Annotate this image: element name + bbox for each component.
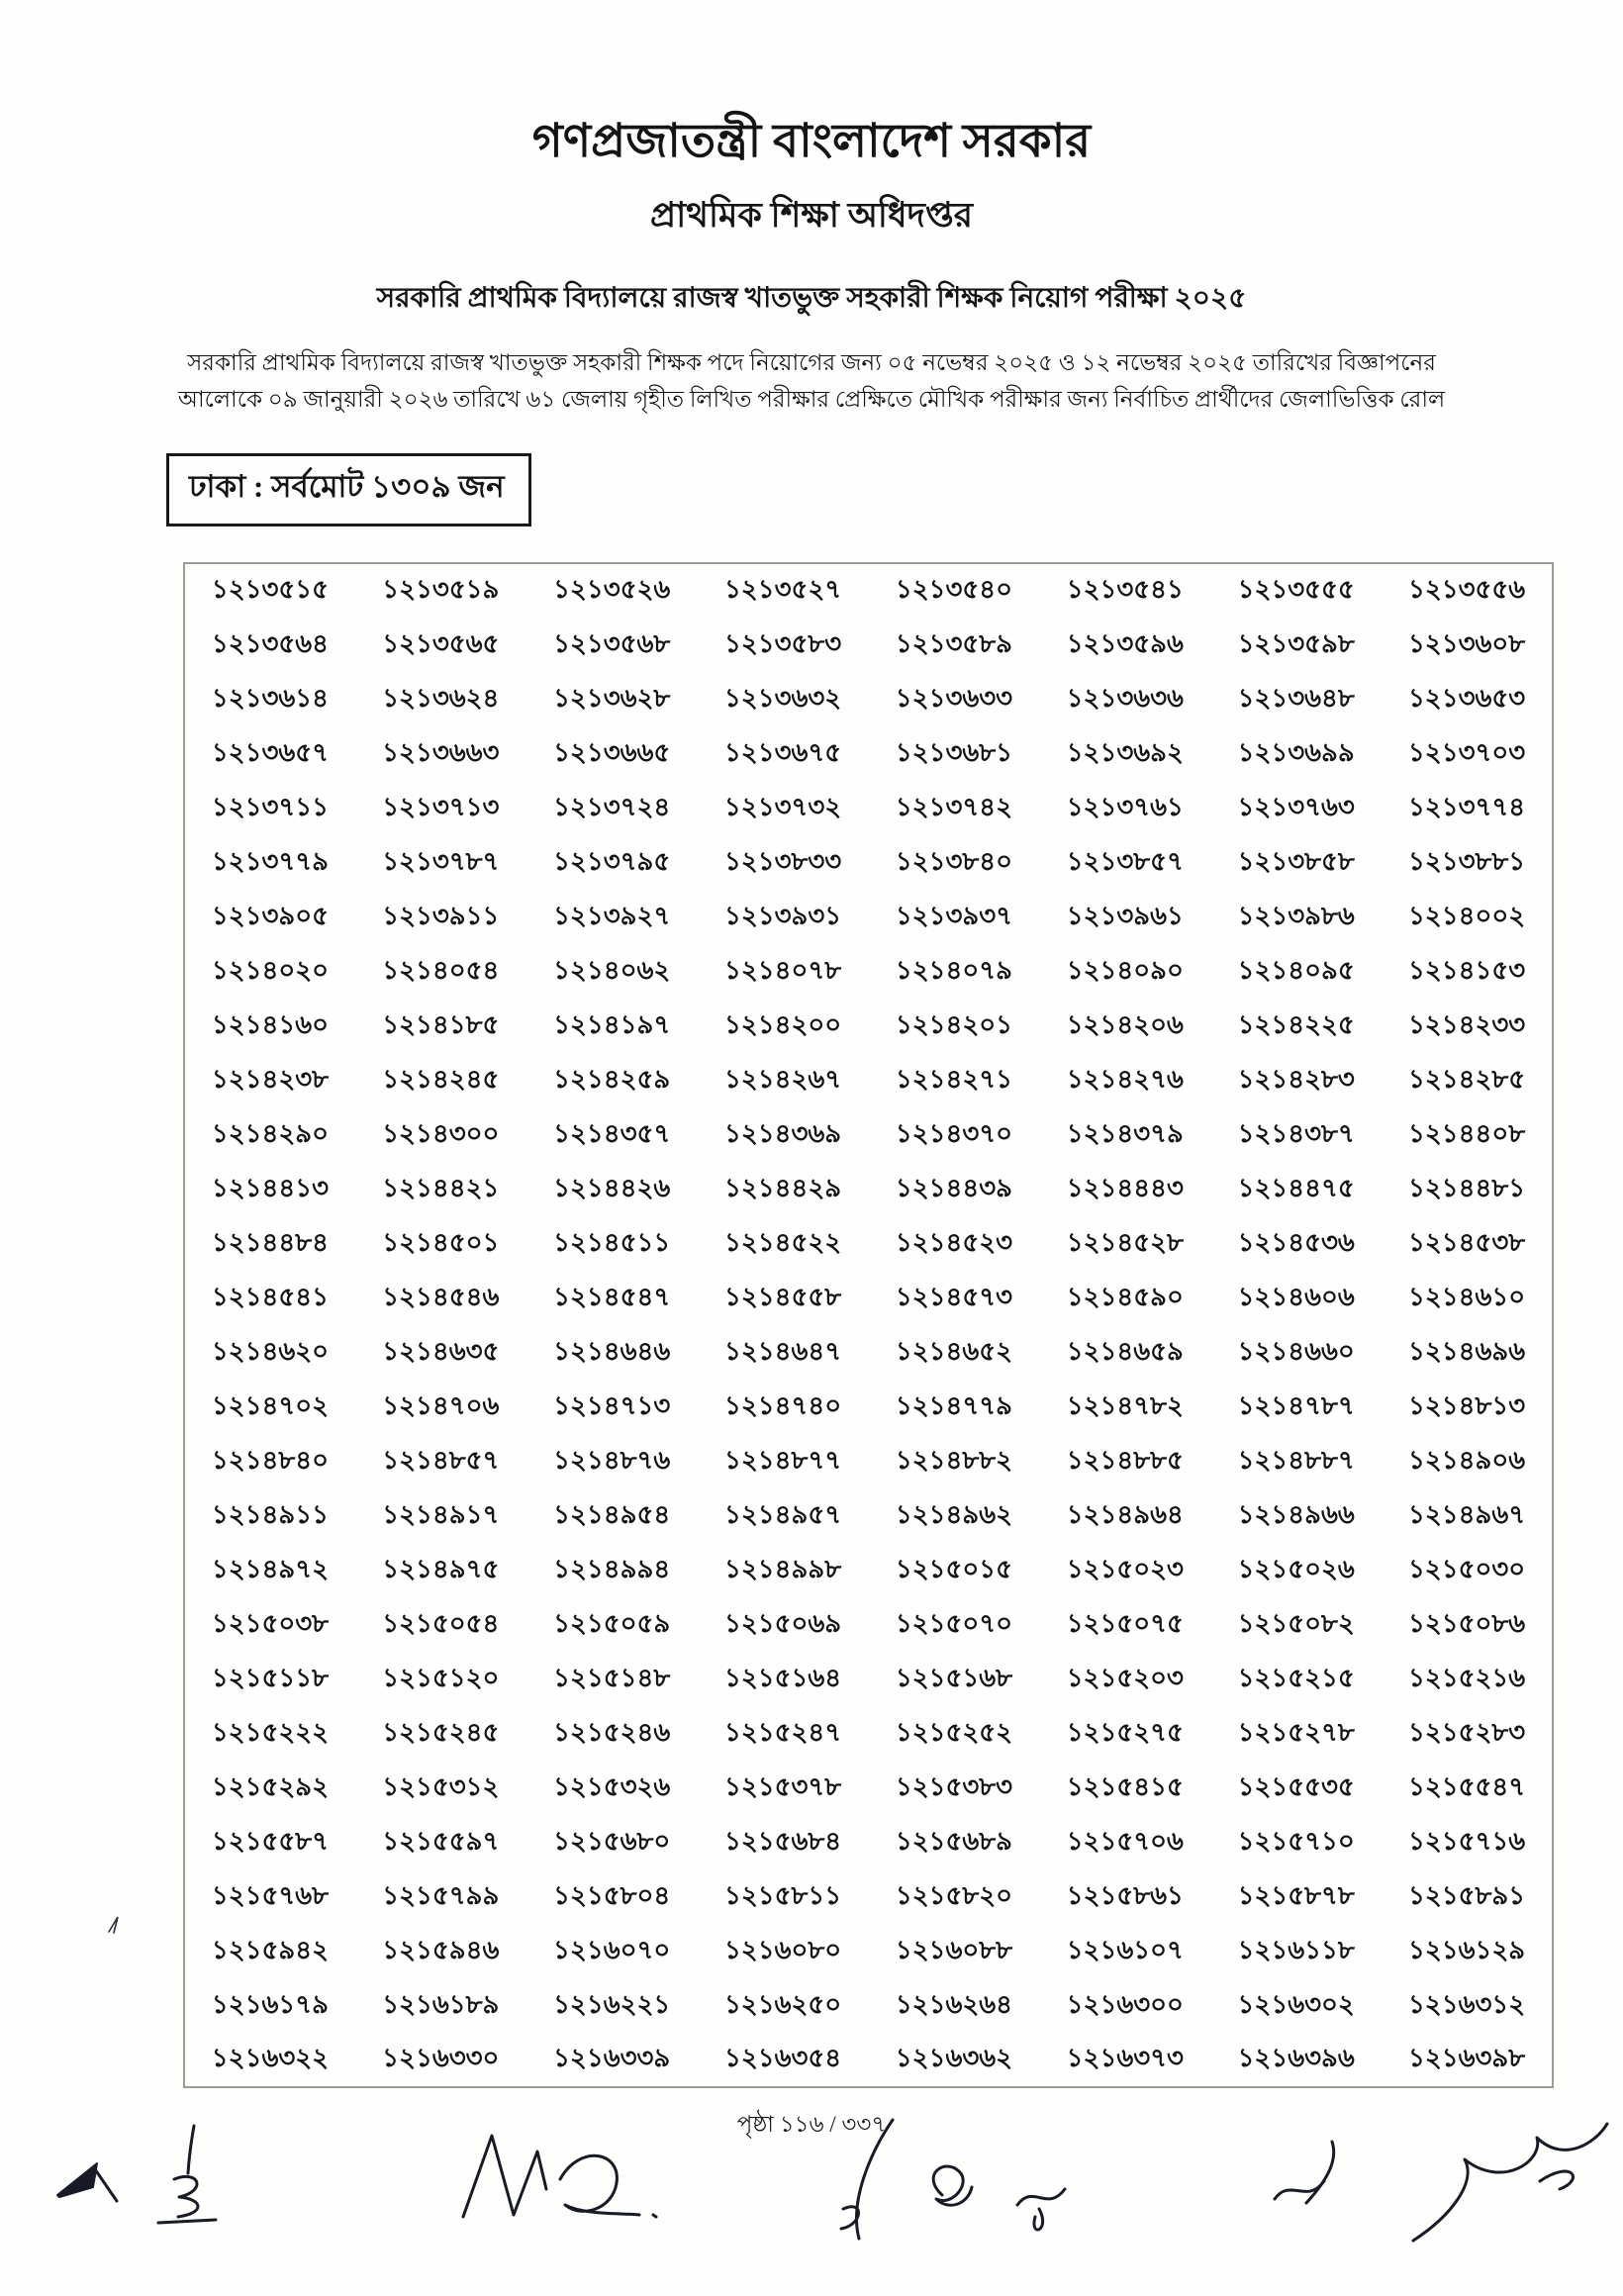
- roll-number-cell: ১২১৫৩২৬: [553, 1771, 671, 1801]
- roll-number-cell: ১২১৩৫২৬: [553, 575, 671, 605]
- roll-row: [184, 1053, 1553, 1107]
- margin-pen-stroke: [109, 1917, 118, 1933]
- roll-number-cell: ১২১৪৭০২: [211, 1390, 330, 1420]
- roll-number-cell: ১২১৬১৮৯: [382, 1989, 500, 2019]
- roll-number-cell: ১২১৪৩৮৭: [1237, 1118, 1355, 1148]
- roll-row: [184, 1380, 1553, 1434]
- roll-number-cell: ১২১৩৭৮৭: [382, 846, 500, 876]
- roll-number-cell: ১২১৪৮৮২: [895, 1445, 1013, 1475]
- roll-number-cell: ১২১৬৩৯৮: [1407, 2044, 1526, 2073]
- roll-number-cell: ১২১৩৭০৩: [1407, 737, 1526, 767]
- roll-number-cell: ১২১৫০৮৬: [1407, 1608, 1526, 1638]
- roll-number-cell: ১২১৫০৭৫: [1066, 1608, 1184, 1638]
- roll-number-cell: ১২১৫২৯২: [211, 1771, 330, 1801]
- roll-number-cell: ১২১৪২৮৩: [1237, 1064, 1355, 1094]
- government-title: গণপ্রজাতন্ত্রী বাংলাদেশ সরকার: [531, 116, 1092, 167]
- roll-number-cell: ১২১৪৯৬২: [895, 1499, 1013, 1529]
- roll-number-cell: ১২১৪৫৪৭: [553, 1282, 671, 1311]
- roll-number-cell: ১২১৪৬৯৬: [1407, 1336, 1526, 1366]
- roll-number-cell: ১২১৩৮৮১: [1407, 846, 1526, 876]
- roll-number-cell: ১২১৫৬৮০: [553, 1826, 671, 1856]
- roll-number-cell: ১২১৩৬৯২: [1066, 737, 1184, 767]
- roll-number-cell: ১২১৩৭৯৫: [553, 846, 671, 876]
- roll-number-cell: ১২১৩৯১১: [382, 901, 500, 930]
- roll-number-cell: ১২১৪২৩৩: [1407, 1009, 1526, 1039]
- roll-number-cell: ১২১৫২১৬: [1407, 1663, 1526, 1692]
- directorate-title: প্রাথমিক শিক্ষা অধিদপ্তর: [650, 196, 973, 236]
- roll-number-cell: ১২১৪৯০৬: [1407, 1445, 1526, 1475]
- roll-row: [184, 1706, 1553, 1761]
- roll-number-cell: ১২১৬১১৮: [1237, 1935, 1355, 1964]
- exam-title: সরকারি প্রাথমিক বিদ্যালয়ে রাজস্ব খাতভুক্ত সহকারী শিক্ষক নিয়োগ পরীক্ষা ২০২৫: [376, 283, 1247, 315]
- signature-2-underline: [158, 2220, 216, 2223]
- roll-number-cell: ১২১৪৪৩৯: [895, 1173, 1013, 1202]
- signatures-row: [0, 2118, 1623, 2296]
- roll-number-cell: ১২১৫৩৭৮: [723, 1771, 842, 1801]
- roll-number-cell: ১২১৫৮২০: [895, 1880, 1013, 1910]
- roll-number-cell: ১২১৪২০৬: [1066, 1009, 1184, 1039]
- roll-row: [184, 1107, 1553, 1162]
- roll-number-cell: ১২১৫১২০: [382, 1663, 500, 1692]
- roll-number-cell: ১২১৫১১৮: [211, 1663, 329, 1692]
- roll-number-cell: ১২১৫২১৫: [1237, 1663, 1355, 1692]
- roll-number-cell: ১২১৪৪৮৪: [211, 1227, 329, 1257]
- roll-number-cell: ১২১৫৮৯১: [1407, 1880, 1526, 1910]
- roll-number-cell: ১২১৩৬৩৩: [895, 683, 1013, 713]
- roll-number-cell: ১২১৪৩০০: [382, 1118, 500, 1148]
- roll-number-cell: ১২১৩৬৩৬: [1066, 683, 1184, 713]
- roll-number-cell: ১২১৪০৭৮: [723, 955, 842, 985]
- roll-number-cell: ১২১৪২৫৯: [553, 1064, 671, 1094]
- roll-number-cell: ১২১৪২৪৫: [382, 1064, 500, 1094]
- roll-number-cell: ১২১৩৯৬১: [1066, 901, 1184, 930]
- roll-number-cell: ১২১৪০৯০: [1066, 955, 1184, 985]
- roll-number-cell: ১২১৩৭৬৩: [1237, 792, 1355, 821]
- roll-number-cell: ১২১৬৩৬২: [895, 2044, 1013, 2073]
- roll-row: [184, 563, 1553, 618]
- roll-number-cell: ১২১৪৫৩৮: [1407, 1227, 1526, 1257]
- roll-number-cell: ১২১৫০৩০: [1407, 1554, 1526, 1583]
- roll-number-cell: ১২১৪৩৫৭: [553, 1118, 671, 1148]
- roll-number-cell: ১২১৩৫৬৫: [382, 628, 500, 658]
- roll-number-cell: ১২১৪৪১৩: [211, 1173, 330, 1202]
- roll-number-cell: ১২১৫৭১০: [1237, 1826, 1355, 1856]
- roll-number-cell: ১২১৫০৮২: [1237, 1608, 1355, 1638]
- roll-number-cell: ১২১৪৫২৩: [895, 1227, 1013, 1257]
- roll-number-cell: ১২১৪৮৪০: [211, 1445, 330, 1475]
- roll-number-cell: ১২১৩৬২৮: [553, 683, 671, 713]
- signature-3: [463, 2136, 546, 2217]
- roll-number-cell: ১২১৪৬৫৯: [1066, 1336, 1184, 1366]
- roll-number-cell: ১২১৪৬৫২: [895, 1336, 1013, 1366]
- roll-number-cell: ১২১৪৩৭০: [895, 1118, 1013, 1148]
- signature-1: [57, 2163, 97, 2197]
- roll-number-cell: ১২১৩৯০৫: [211, 901, 330, 930]
- roll-number-cell: ১২১৪৫৯০: [1066, 1282, 1184, 1311]
- roll-number-cell: ১২১৪৮৫৭: [382, 1445, 500, 1475]
- roll-number-cell: ১২১৪৬০৬: [1237, 1282, 1355, 1311]
- roll-number-cell: ১২১৪২৩৮: [211, 1064, 330, 1094]
- roll-row: [184, 1978, 1553, 2033]
- roll-number-cell: ১২১৪৮৭৭: [723, 1445, 842, 1475]
- roll-row: [184, 1761, 1553, 1815]
- roll-number-cell: ১২১৩৬২৪: [382, 683, 500, 713]
- roll-number-cell: ১২১৪৮১৩: [1407, 1390, 1526, 1420]
- roll-number-cell: ১২১৪০৯৫: [1237, 955, 1355, 985]
- roll-number-cell: ১২১৫৭৯৯: [382, 1880, 500, 1910]
- roll-number-cell: ১২১৩৯৩৭: [895, 901, 1013, 930]
- roll-number-cell: ১২১৩৬৮১: [895, 737, 1013, 767]
- roll-number-cell: ১২১৪৩৬৯: [723, 1118, 842, 1148]
- roll-number-cell: ১২১৩৭৬১: [1066, 792, 1184, 821]
- roll-number-cell: ১২১৫৮০৪: [553, 1880, 671, 1910]
- roll-number-cell: ১২১৩৬৭৫: [723, 737, 842, 767]
- roll-number-cell: ১২১৫২২২: [211, 1717, 330, 1747]
- signature-4: [857, 2120, 893, 2239]
- roll-number-cell: ১২১৪৫৪১: [211, 1282, 329, 1311]
- roll-row: [184, 781, 1553, 835]
- roll-number-cell: ১২১৩৬৯৯: [1237, 737, 1355, 767]
- roll-number-cell: ১২১৪৪০৮: [1407, 1118, 1526, 1148]
- roll-number-cell: ১২১৩৫৫৬: [1407, 575, 1526, 605]
- roll-number-cell: ১২১৩৭৭৯: [211, 846, 330, 876]
- roll-number-cell: ১২১৩৬৩২: [723, 683, 842, 713]
- roll-number-cell: ১২১৫৬৮৯: [895, 1826, 1013, 1856]
- roll-number-cell: ১২১৪৯১৭: [382, 1499, 500, 1529]
- roll-number-cell: ১২১৪৭৭৯: [895, 1390, 1013, 1420]
- roll-number-cell: ১২১৩৫৯৮: [1237, 628, 1355, 658]
- roll-number-cell: ১২১৬২২১: [553, 1989, 671, 2019]
- signature-3-dot: [653, 2215, 656, 2217]
- roll-number-cell: ১২১৪৫৫৮: [723, 1282, 842, 1311]
- roll-number-cell: ১২১৩৫৮৯: [895, 628, 1013, 658]
- roll-number-cell: ১২১৫৩১২: [382, 1771, 500, 1801]
- roll-number-cell: ১২১৩৭১১: [211, 792, 330, 821]
- roll-number-cell: ১২১৪১৫৩: [1407, 955, 1526, 985]
- roll-number-cell: ১২১৪০৬২: [553, 955, 671, 985]
- roll-number-cell: ১২১৩৯৩১: [723, 901, 842, 930]
- roll-number-cell: ১২১৩৫২৭: [723, 575, 842, 605]
- roll-number-cell: ১২১৫০৬৯: [723, 1608, 842, 1638]
- roll-number-cell: ১২১৪৬৬০: [1237, 1336, 1355, 1366]
- roll-number-cell: ১২১৫৩৮৩: [895, 1771, 1013, 1801]
- roll-number-cell: ১২১৬২৬৪: [895, 1989, 1013, 2019]
- roll-row: [184, 2033, 1553, 2087]
- roll-number-cell: ১২১৫০৫৯: [553, 1608, 671, 1638]
- roll-number-cell: ১২১৩৬০৮: [1407, 628, 1526, 658]
- page-number: পৃষ্ঠা ১১৬ / ৩৩৭: [736, 2112, 887, 2137]
- roll-number-cell: ১২১৫৭০৬: [1066, 1826, 1184, 1856]
- roll-number-cell: ১২১৫০৭০: [895, 1608, 1013, 1638]
- roll-number-cell: ১২১৫৮৬১: [1066, 1880, 1184, 1910]
- roll-number-cell: ১২১৬৩০২: [1237, 1989, 1355, 2019]
- roll-number-cell: ১২১৩৭৭৪: [1407, 792, 1526, 821]
- roll-number-cell: ১২১৫০৫৪: [382, 1608, 500, 1638]
- roll-row: [184, 1652, 1553, 1706]
- signature-2: [188, 2126, 194, 2173]
- roll-row: [184, 1162, 1553, 1216]
- roll-number-cell: ১২১৪৬২০: [211, 1336, 330, 1366]
- roll-number-cell: ১২১৪৪২৬: [553, 1173, 671, 1202]
- roll-row: [184, 672, 1553, 726]
- roll-number-cell: ১২১৪৯৯৪: [553, 1554, 671, 1583]
- roll-number-cell: ১২১৬৩৫৪: [723, 2044, 842, 2073]
- roll-number-table: [183, 562, 1554, 2088]
- roll-number-cell: ১২১৪৭৮২: [1066, 1390, 1184, 1420]
- signature-2-curl: [174, 2176, 198, 2217]
- roll-number-cell: ১২১৫৭১৬: [1407, 1826, 1526, 1856]
- roll-number-cell: ১২১৪৭১৩: [553, 1390, 671, 1420]
- roll-number-cell: ১২১৬০৮০: [723, 1935, 842, 1964]
- roll-number-cell: ১২১৪০২০: [211, 955, 330, 985]
- roll-number-cell: ১২১৫১৬৪: [723, 1663, 842, 1692]
- roll-number-cell: ১২১৩৮৫৭: [1066, 846, 1184, 876]
- roll-number-cell: ১২১৪৫০১: [382, 1227, 500, 1257]
- roll-row: [184, 1924, 1553, 1978]
- roll-number-cell: ১২১৫০২৬: [1237, 1554, 1355, 1583]
- roll-number-cell: ১২১৫৮১১: [723, 1880, 842, 1910]
- roll-number-cell: ১২১৪৫২৮: [1066, 1227, 1184, 1257]
- roll-number-cell: ১২১৫৫৩৫: [1237, 1771, 1355, 1801]
- roll-number-cell: ১২১৩৬৫৩: [1407, 683, 1526, 713]
- roll-number-cell: ১২১৬১৭৯: [211, 1989, 330, 2019]
- roll-number-cell: ১২১৩৫৯৬: [1066, 628, 1184, 658]
- roll-number-cell: ১২১৪৮৮৭: [1237, 1445, 1355, 1475]
- roll-row: [184, 835, 1553, 890]
- roll-number-cell: ১২১৬৩৭৩: [1066, 2044, 1184, 2073]
- signature-1-tail: [95, 2169, 117, 2201]
- roll-number-cell: ১২১৫২০৩: [1066, 1663, 1184, 1692]
- roll-row: [184, 1271, 1553, 1325]
- roll-number-cell: ১২১৩৫৬৪: [211, 628, 330, 658]
- roll-number-cell: ১২১৫১৬৮: [895, 1663, 1013, 1692]
- roll-number-cell: ১২১৪৯৫৭: [723, 1499, 842, 1529]
- signature-5: [933, 2166, 972, 2205]
- district-section: [166, 453, 1623, 526]
- roll-number-cell: ১২১৫২৭৮: [1237, 1717, 1355, 1747]
- signature-3-loop: [560, 2155, 639, 2215]
- roll-number-cell: ১২১৪৭৮৭: [1237, 1390, 1355, 1420]
- roll-number-cell: ১২১৪২৭৬: [1066, 1064, 1184, 1094]
- district-total-header: ঢাকা : সর্বমোট ১৩০৯ জন: [166, 453, 531, 526]
- roll-number-cell: ১২১৪২০০: [723, 1009, 842, 1039]
- roll-number-cell: ১২১৬২৫০: [723, 1989, 842, 2019]
- roll-number-cell: ১২১৪৯৭৫: [382, 1554, 500, 1583]
- roll-number-cell: ১২১৩৭৪২: [895, 792, 1013, 821]
- roll-number-cell: ১২১৪২২৫: [1237, 1009, 1355, 1039]
- roll-number-cell: ১২১৪১৮৫: [382, 1009, 500, 1039]
- roll-number-cell: ১২১৪৬৪৬: [553, 1336, 671, 1366]
- roll-number-cell: ১২১৪১৯৭: [553, 1009, 671, 1039]
- roll-number-cell: ১২১৪২৮৫: [1407, 1064, 1526, 1094]
- roll-number-cell: ১২১৩৮৫৮: [1237, 846, 1355, 876]
- roll-number-cell: ১২১৪৯৫৪: [553, 1499, 671, 1529]
- roll-number-cell: ১২১৬০৭০: [553, 1935, 671, 1964]
- roll-number-cell: ১২১৬৩১২: [1407, 1989, 1526, 2019]
- signature-6: [1017, 2189, 1065, 2205]
- roll-number-cell: ১২১৩৭২৪: [553, 792, 671, 821]
- roll-number-cell: ১২১৪৪৮১: [1407, 1173, 1526, 1202]
- roll-number-cell: ১২১৩৯৮৬: [1237, 901, 1355, 930]
- roll-number-cell: ১২১৫০১৫: [895, 1554, 1013, 1583]
- roll-row: [184, 1488, 1553, 1543]
- roll-row: [184, 618, 1553, 672]
- roll-number-cell: ১২১৫৫৯৭: [382, 1826, 500, 1856]
- roll-number-cell: ১২১৪৪৪৩: [1066, 1173, 1184, 1202]
- signature-6-descender: [1034, 2209, 1043, 2230]
- roll-number-cell: ১২১৬৩৯৬: [1237, 2044, 1355, 2073]
- roll-number-cell: ১২১৪২৬৭: [723, 1064, 842, 1094]
- roll-number-cell: ১২১৬৩৩০: [382, 2044, 500, 2073]
- roll-number-cell: ১২১৫৯৪৬: [382, 1935, 500, 1964]
- roll-number-cell: ১২১৩৫৫৫: [1237, 575, 1355, 605]
- roll-number-cell: ১২১৪১৬০: [211, 1009, 330, 1039]
- roll-number-cell: ১২১৪৫৭৩: [895, 1282, 1013, 1311]
- notice-description-line1: সরকারি প্রাথমিক বিদ্যালয়ে রাজস্ব খাতভুক্ত সহকারী শিক্ষক পদে নিয়োগের জন্য ০৫ নভেম্বর ২০২৫ ও ১২ নভেম্বর ২০২৫ তারিখের বিজ্ঞাপনের: [187, 350, 1436, 376]
- roll-row: [184, 1869, 1553, 1924]
- roll-number-cell: ১২১৩৫৮৩: [723, 628, 842, 658]
- roll-number-cell: ১২১৪৩৭৯: [1066, 1118, 1184, 1148]
- roll-row: [184, 1216, 1553, 1271]
- roll-number-cell: ১২১৪৯৭২: [211, 1554, 330, 1583]
- roll-number-cell: ১২১৬১০৭: [1066, 1935, 1184, 1964]
- roll-number-cell: ১২১৪৭০৬: [382, 1390, 500, 1420]
- roll-number-cell: ১২১৩৬১৪: [211, 683, 330, 713]
- roll-number-cell: ১২১৩৫৪১: [1066, 575, 1184, 605]
- document-header: [0, 0, 1623, 418]
- roll-number-cell: ১২১৪৭৪০: [723, 1390, 842, 1420]
- roll-row: [184, 999, 1553, 1053]
- roll-number-cell: ১২১৪৫৩৬: [1237, 1227, 1355, 1257]
- roll-number-cell: ১২১৪২৭১: [895, 1064, 1013, 1094]
- roll-number-cell: ১২১৩৫৬৮: [553, 628, 671, 658]
- roll-number-cell: ১২১৩৫৪০: [895, 575, 1013, 605]
- roll-number-cell: ১২১৩৮৪০: [895, 846, 1013, 876]
- roll-number-cell: ১২১৪৯৬৭: [1407, 1499, 1526, 1529]
- roll-number-cell: ১২১৩৭৩২: [723, 792, 842, 821]
- roll-number-cell: ১২১৪৪৭৫: [1237, 1173, 1355, 1202]
- roll-number-cell: ১২১৩৫১৯: [382, 575, 500, 605]
- signature-8-loop: [1540, 2171, 1574, 2189]
- signature-7-flourish: [1306, 2142, 1334, 2203]
- roll-number-cell: ১২১৪৯১১: [211, 1499, 329, 1529]
- roll-number-cell: ১২১৪৫১১: [553, 1227, 671, 1257]
- roll-row: [184, 1325, 1553, 1380]
- roll-number-cell: ১২১৬০৮৮: [895, 1935, 1013, 1964]
- roll-number-cell: ১২১৫২৭৫: [1066, 1717, 1184, 1747]
- roll-number-cell: ১২১৪২৯০: [211, 1118, 330, 1148]
- margin-pen-mark: [105, 1914, 125, 1936]
- roll-number-cell: ১২১৬৩০০: [1066, 1989, 1184, 2019]
- roll-number-cell: ১২১৩৬৪৮: [1237, 683, 1355, 713]
- roll-number-cell: ১২১৩৭১৩: [382, 792, 500, 821]
- roll-number-cell: ১২১৩৮৩৩: [723, 846, 842, 876]
- roll-row: [184, 726, 1553, 781]
- roll-number-cell: ১২১৪০৭৯: [895, 955, 1013, 985]
- roll-number-cell: ১২১৫৫৮৭: [211, 1826, 330, 1856]
- roll-number-cell: ১২১৫৫৪৭: [1407, 1771, 1526, 1801]
- roll-number-cell: ১২১৫২৮৩: [1407, 1717, 1526, 1747]
- notice-description-line2: আলোকে ০৯ জানুয়ারী ২০২৬ তারিখে ৬১ জেলায় গৃহীত লিখিত পরীক্ষার প্রেক্ষিতে মৌখিক পরীক্ষার জন্য নির্বাচিত প্রার্থীদের জেলাভিত্তিক রোল: [177, 387, 1446, 413]
- roll-row: [184, 1597, 1553, 1652]
- roll-row: [184, 1434, 1553, 1488]
- roll-number-cell: ১২১৪০০২: [1407, 901, 1526, 930]
- roll-number-cell: ১২১৩৬৫৭: [211, 737, 330, 767]
- roll-number-cell: ১২১৪৪২৯: [723, 1173, 842, 1202]
- roll-number-cell: ১২১৬১২৯: [1407, 1935, 1526, 1964]
- roll-number-cell: ১২১৫৪১৫: [1066, 1771, 1184, 1801]
- roll-row: [184, 1543, 1553, 1597]
- roll-number-cell: ১২১৩৫১৫: [211, 575, 330, 605]
- roll-number-cell: ১২১৫২৪৫: [382, 1717, 500, 1747]
- roll-number-cell: ১২১৫২৪৭: [723, 1717, 842, 1747]
- roll-number-cell: ১২১৫৮৭৮: [1237, 1880, 1355, 1910]
- roll-row: [184, 890, 1553, 944]
- roll-number-cell: ১২১৫১৪৮: [553, 1663, 671, 1692]
- roll-number-cell: ১২১৪৮৭৬: [553, 1445, 671, 1475]
- roll-number-cell: ১২১৪৯৯৮: [723, 1554, 842, 1583]
- roll-number-cell: ১২১৪২০১: [895, 1009, 1013, 1039]
- notice-description: [153, 344, 1470, 418]
- roll-number-cell: ১২১৪৫৪৬: [382, 1282, 500, 1311]
- roll-number-cell: ১২১৫২৪৬: [553, 1717, 671, 1747]
- roll-number-cell: ১২১৪৫২২: [723, 1227, 842, 1257]
- roll-number-cell: ১২১৫৯৪২: [211, 1935, 330, 1964]
- roll-number-table-body: [184, 563, 1553, 2087]
- roll-number-cell: ১২১৫০২৩: [1066, 1554, 1184, 1583]
- roll-number-cell: ১২১৪৯৬৪: [1066, 1499, 1184, 1529]
- roll-number-cell: ১২১৪৬১০: [1407, 1282, 1526, 1311]
- roll-number-cell: ১২১৬৩২২: [211, 2044, 330, 2073]
- roll-number-cell: ১২১৪৬৩৫: [382, 1336, 500, 1366]
- roll-number-cell: ১২১৫৬৮৪: [723, 1826, 842, 1856]
- roll-number-cell: ১২১৫০৩৮: [211, 1608, 330, 1638]
- roll-number-cell: ১২১৪৮৮৫: [1066, 1445, 1184, 1475]
- roll-row: [184, 944, 1553, 999]
- roll-number-cell: ১২১৪৬৪৭: [723, 1336, 842, 1366]
- roll-number-cell: ১২১৪৪২১: [382, 1173, 500, 1202]
- roll-number-cell: ১২১৩৬৬৫: [553, 737, 671, 767]
- roll-number-cell: ১২১৬৩৩৯: [553, 2044, 671, 2073]
- signature-8: [1413, 2124, 1607, 2241]
- roll-number-cell: ১২১৪৯৬৬: [1237, 1499, 1355, 1529]
- roll-number-cell: ১২১৫৭৬৮: [211, 1880, 330, 1910]
- roll-number-cell: ১২১৩৯২৭: [553, 901, 671, 930]
- roll-number-cell: ১২১৪০৫৪: [382, 955, 500, 985]
- roll-row: [184, 1815, 1553, 1869]
- roll-number-cell: ১২১৫২৫২: [895, 1717, 1013, 1747]
- roll-number-cell: ১২১৩৬৬৩: [382, 737, 500, 767]
